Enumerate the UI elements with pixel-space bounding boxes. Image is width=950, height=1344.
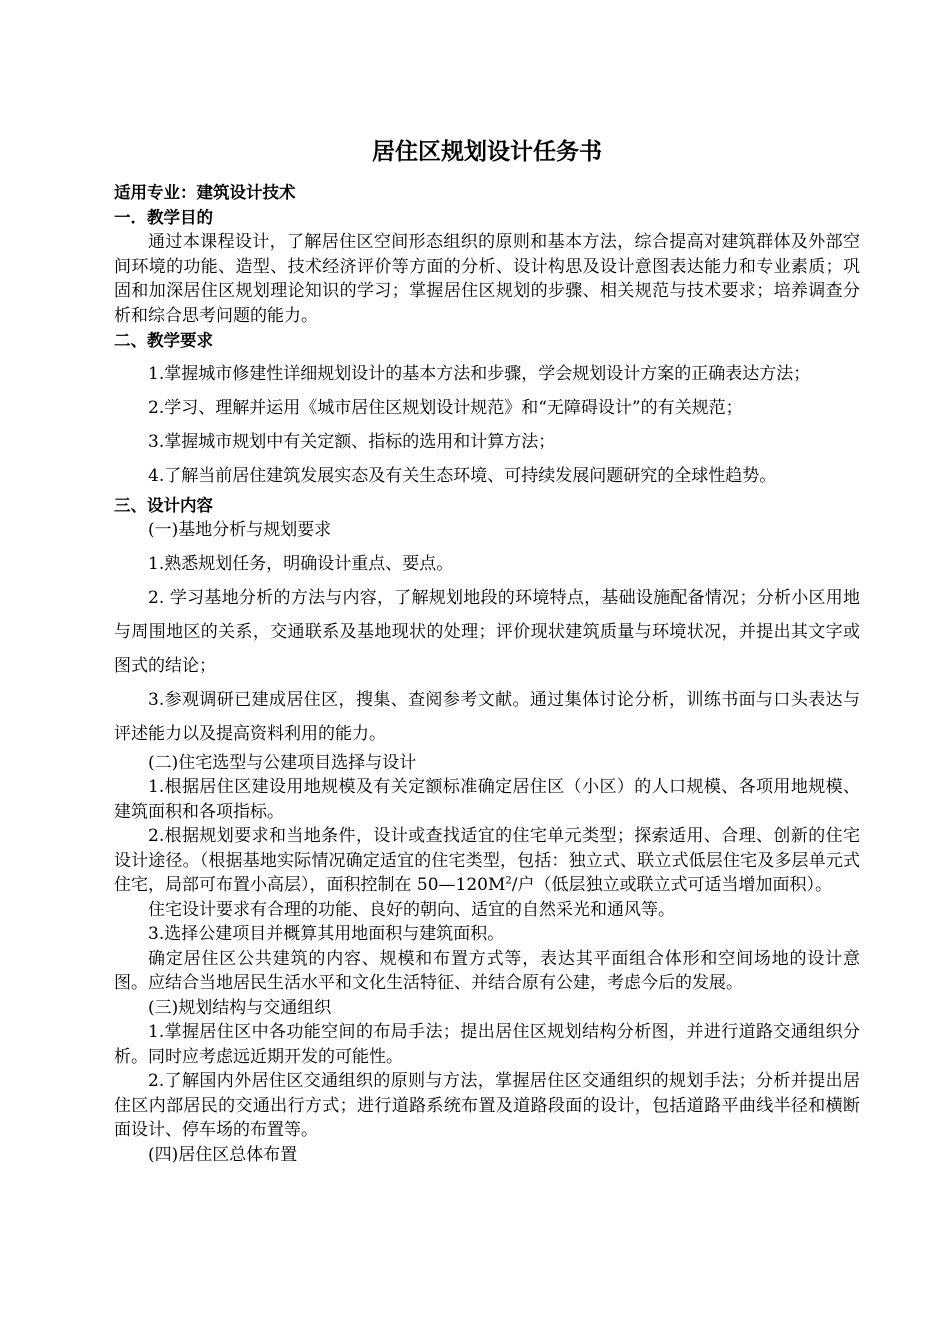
requirement-item: 2.学习、理解并运用《城市居住区规划设计规范》和“无障碍设计”的有关规范； [148, 398, 743, 418]
subsection-title-traffic: (三)规划结构与交通组织 [148, 997, 332, 1018]
superscript-exponent: 2 [505, 875, 512, 887]
housing-item: 住宅设计要求有合理的功能、良好的朝向、适宜的自然采光和通风等。 [148, 899, 675, 920]
traffic-item: 1.掌握居住区中各功能空间的布局手法；提出居住区规划结构分析图，并进行道路交通组织分析。同时应考虑远近期开发的可能性。 [114, 1022, 860, 1067]
section-heading-design-content: 三、设计内容 [114, 496, 213, 515]
requirement-item: 3.掌握城市规划中有关定额、指标的选用和计算方法； [148, 432, 556, 452]
objectives-paragraph: 通过本课程设计，了解居住区空间形态组织的原则和基本方法，综合提高对建筑群体及外部空间环境的功能、造型、技术经济评价等方面的分析、设计构思及设计意图表达能力和专业素质；巩固和加深居住区规划理论知识的学习；掌握居住区规划的步骤、相关规范与技术要求；培养调查分析和综合思考问题的能力。 [114, 232, 860, 326]
document-title: 居住区规划设计任务书 [372, 139, 602, 165]
applicable-major: 适用专业：建筑设计技术 [114, 183, 296, 202]
requirement-item: 4.了解当前居住建筑发展实态及有关生态环境、可持续发展问题研究的全球性趋势。 [148, 466, 777, 486]
subsection-title-housing: (二)住宅选型与公建项目选择与设计 [148, 752, 417, 773]
subsection-title-layout: (四)居住区总体布置 [148, 1144, 298, 1165]
section-heading-objectives: 一．教学目的 [114, 208, 213, 227]
site-analysis-item: 1.熟悉规划任务，明确设计重点、要点。 [148, 553, 454, 574]
housing-item: 1.根据居住区建设用地规模及有关定额标准确定居住区（小区）的人口规模、各项用地规模、建筑面积和各项指标。 [114, 777, 860, 822]
housing-item: 3.选择公建项目并概算其用地面积与建筑面积。 [148, 924, 505, 944]
site-analysis-item: 2. 学习基地分析的方法与内容，了解规划地段的环境特点，基础设施配备情况；分析小区用地与周围地区的关系，交通联系及基地现状的处理；评价现状建筑质量与环境状况，并提出其文字或图式的结论； [114, 587, 860, 676]
traffic-item: 2.了解国内外居住区交通组织的原则与方法，掌握居住区交通组织的规划手法；分析并提出居住区内部居民的交通出行方式；进行道路系统布置及道路段面的设计，包括道路平曲线半径和横断面设计、停车场的布置等。 [114, 1071, 860, 1140]
housing-item: 2.根据规划要求和当地条件，设计或查找适宜的住宅单元类型；探索适用、合理、创新的住宅设计途径。（根据基地实际情况确定适宜的住宅类型，包括：独立式、联立式低层住宅及多层单元式住宅，局部可布置小高层），面积控制在 $50—120M^2/$户（低层独立或联立式可适当增加面积）。 [114, 826, 860, 895]
section-heading-requirements: 二、教学要求 [114, 331, 213, 350]
requirement-item: 1.掌握城市修建性详细规划设计的基本方法和步骤，学会规划设计方案的正确表达方法； [148, 364, 811, 384]
site-analysis-item: 3.参观调研已建成居住区，搜集、查阅参考文献。通过集体讨论分析，训练书面与口头表达与评述能力以及提高资料利用的能力。 [114, 689, 860, 744]
housing-item: 确定居住区公共建筑的内容、规模和布置方式等，表达其平面组合体形和空间场地的设计意图。应结合当地居民生活水平和文化生活特征、并结合原有公建，考虑今后的发展。 [114, 948, 860, 993]
subsection-title-site-analysis: (一)基地分析与规划要求 [148, 520, 332, 540]
document-body [114, 134, 860, 1167]
